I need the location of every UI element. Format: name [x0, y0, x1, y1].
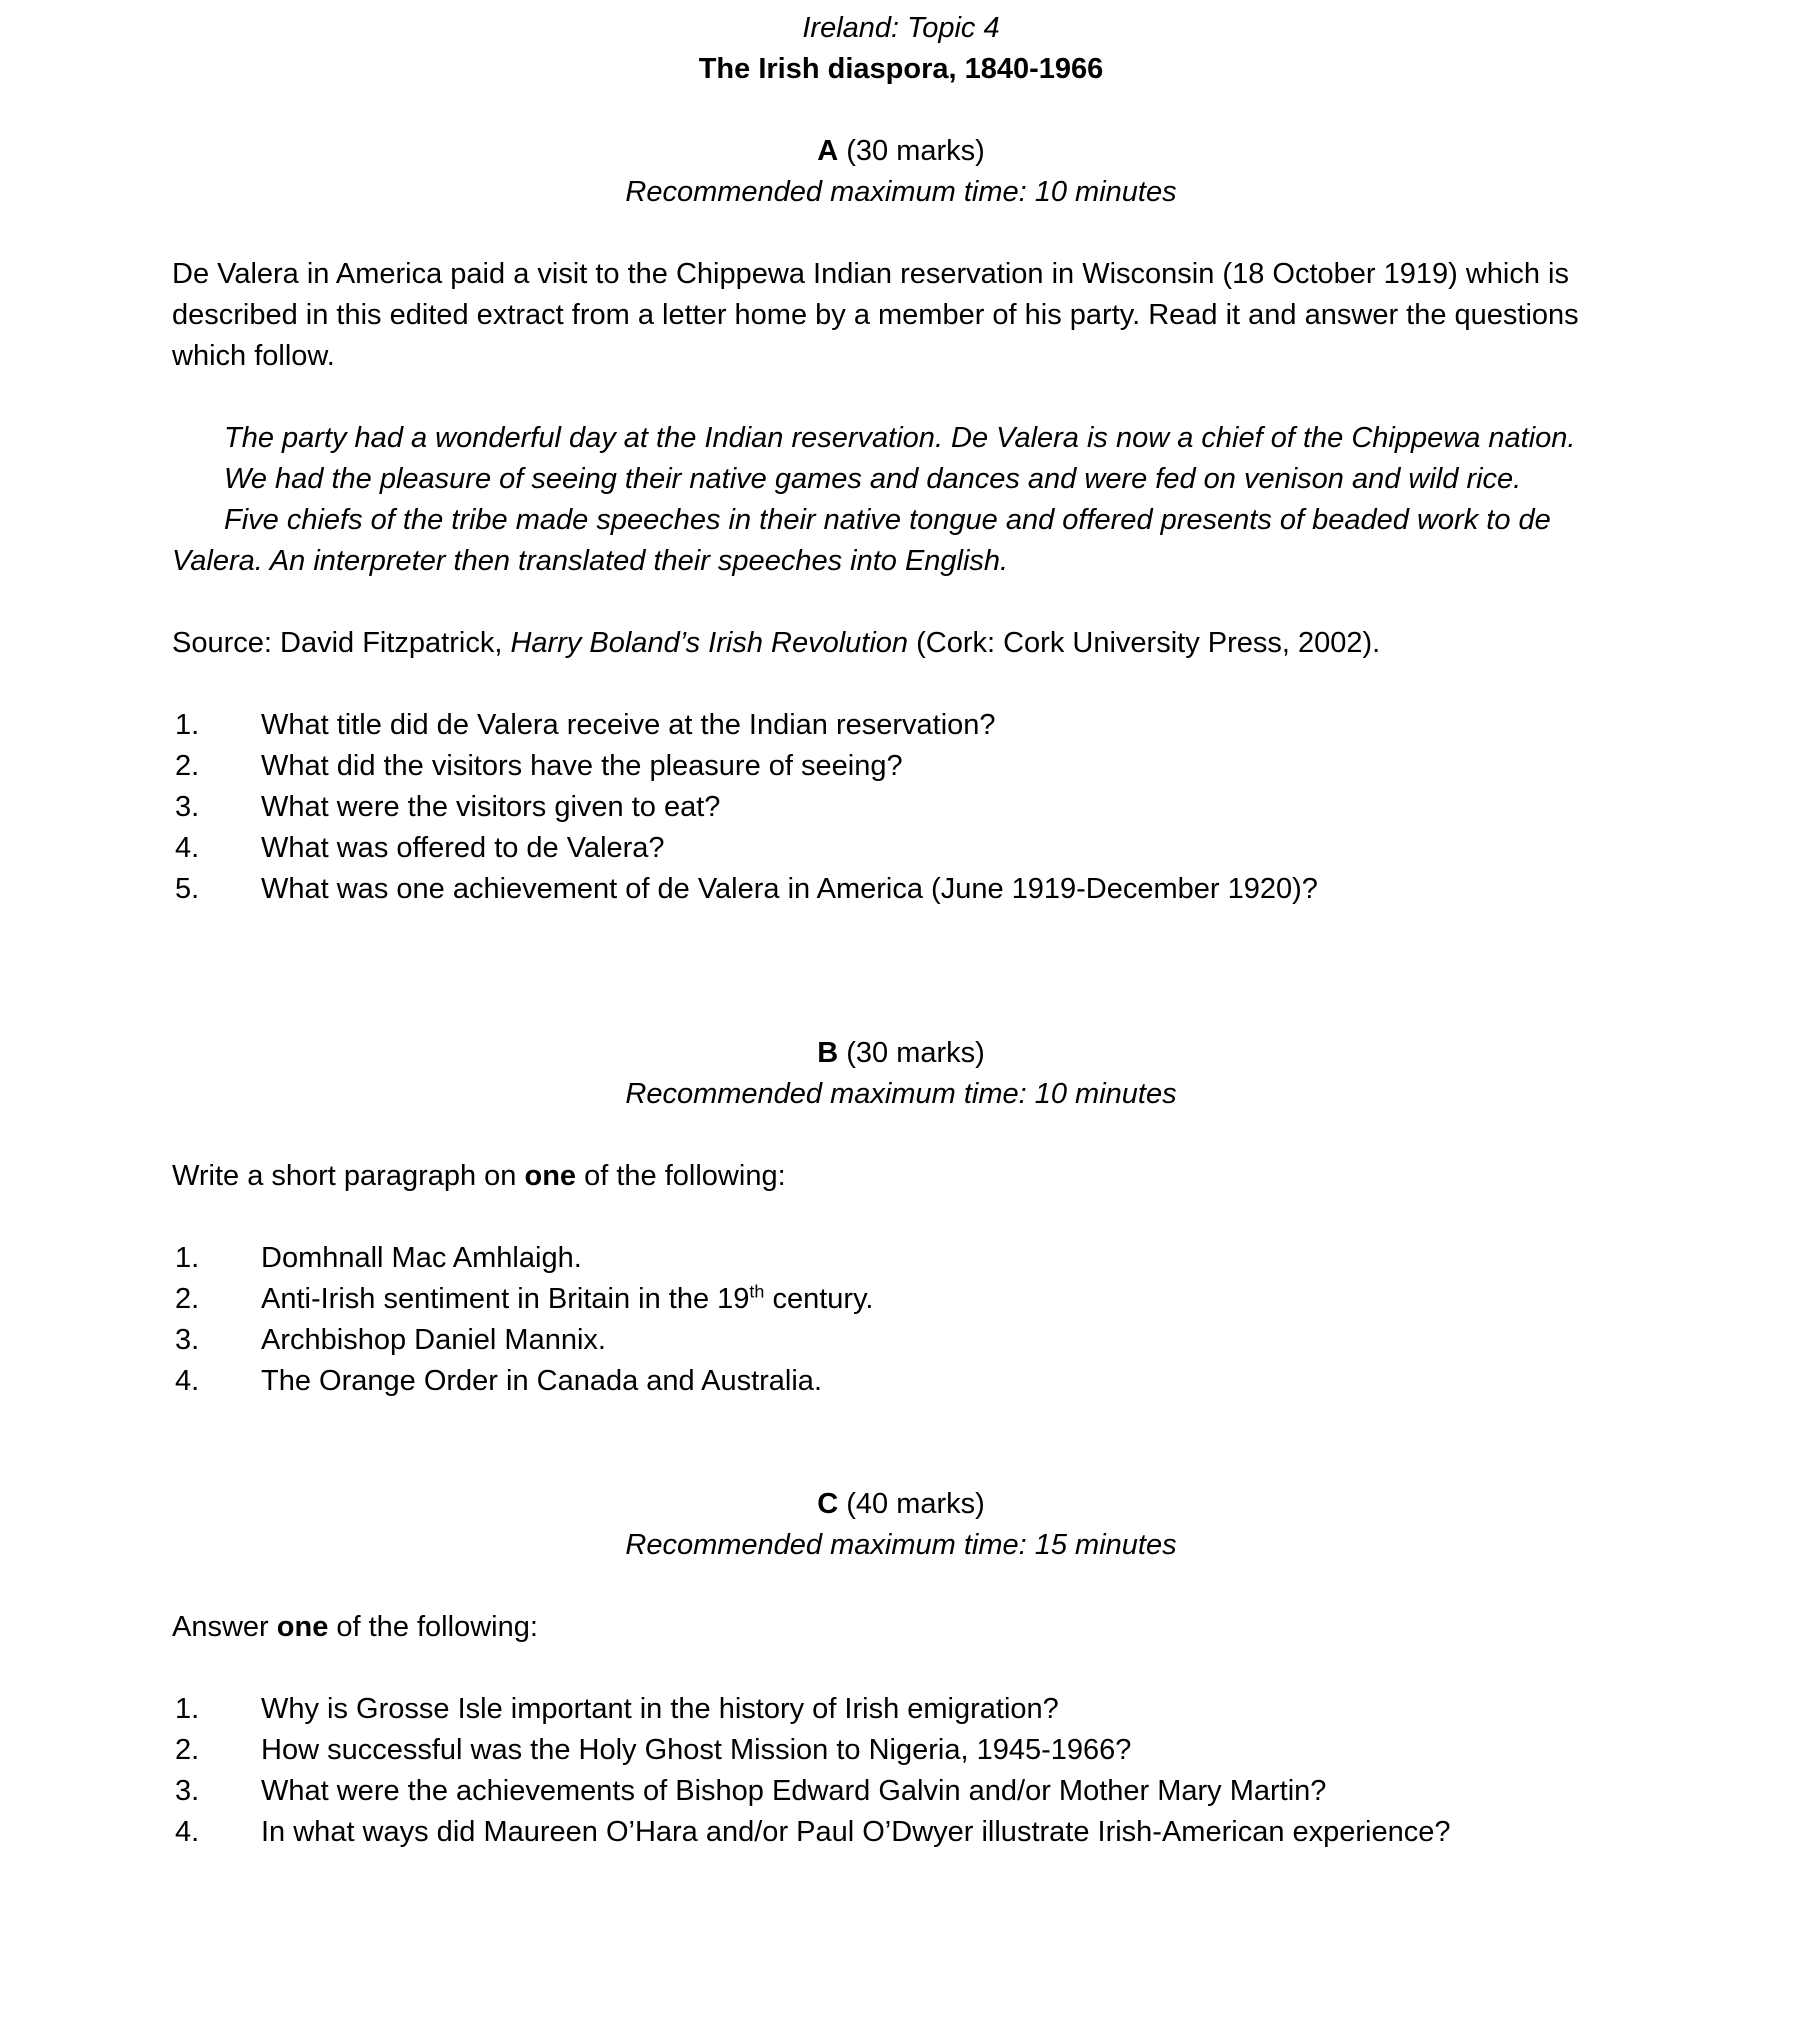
instruction-before: Answer	[172, 1611, 277, 1643]
list-item	[172, 787, 1630, 828]
item-text-after-superscript: century.	[764, 1283, 874, 1315]
item-text	[261, 1279, 1630, 1320]
page-title-topic: Ireland: Topic 4	[802, 12, 1000, 44]
instruction-emphasis: one	[524, 1160, 577, 1192]
spacer	[172, 1197, 1630, 1238]
section-b-question-list	[172, 1238, 1630, 1402]
list-item	[172, 1812, 1630, 1853]
list-item	[172, 1238, 1630, 1279]
item-text: Why is Grosse Isle important in the history of Irish emigration?	[261, 1693, 1059, 1725]
item-text: Archbishop Daniel Mannix.	[261, 1324, 606, 1356]
section-b-heading	[172, 1033, 1630, 1074]
list-item	[172, 746, 1630, 787]
section-a-letter: A	[817, 135, 839, 167]
item-text: How successful was the Holy Ghost Mission to Nigeria, 1945-1966?	[261, 1734, 1132, 1766]
instruction-after: of the following:	[576, 1160, 786, 1192]
item-number: 4.	[175, 1365, 200, 1397]
spacer	[172, 1115, 1630, 1156]
source-citation	[172, 623, 1630, 664]
section-b-instruction	[172, 1156, 1630, 1197]
spacer	[172, 992, 1630, 1033]
spacer	[172, 213, 1630, 254]
section-c-question-list	[172, 1689, 1630, 1853]
item-text: What was one achievement of de Valera in America (June 1919-December 1920)?	[261, 873, 1318, 905]
item-number: 3.	[175, 1324, 200, 1356]
section-b-marks: (30 marks)	[846, 1037, 985, 1069]
list-item	[172, 705, 1630, 746]
list-item	[172, 1361, 1630, 1402]
list-item	[172, 1279, 1630, 1320]
section-a-question-list	[172, 705, 1630, 910]
item-text-before-superscript: Anti-Irish sentiment in Britain in the 19	[261, 1283, 750, 1315]
section-a-marks: (30 marks)	[846, 135, 985, 167]
item-number: 3.	[175, 1775, 200, 1807]
item-number: 5.	[175, 873, 200, 905]
section-a-time: Recommended maximum time: 10 minutes	[625, 176, 1177, 208]
instruction-emphasis: one	[276, 1611, 329, 1643]
section-c-time: Recommended maximum time: 15 minutes	[625, 1529, 1177, 1561]
list-item	[172, 1320, 1630, 1361]
item-number: 1.	[175, 709, 200, 741]
item-number: 1.	[175, 1242, 200, 1274]
source-suffix: (Cork: Cork University Press, 2002).	[908, 627, 1381, 659]
section-b-letter: B	[817, 1037, 839, 1069]
spacer	[172, 90, 1630, 131]
item-text: In what ways did Maureen O’Hara and/or Paul O’Dwyer illustrate Irish-American experience?	[261, 1816, 1451, 1848]
item-text: What title did de Valera receive at the Indian reservation?	[261, 709, 996, 741]
section-c-marks: (40 marks)	[846, 1488, 985, 1520]
section-c-instruction	[172, 1607, 1630, 1648]
ordinal-superscript: th	[749, 1281, 765, 1302]
item-text: What was offered to de Valera?	[261, 832, 665, 864]
spacer	[172, 1402, 1630, 1484]
item-number: 4.	[175, 832, 200, 864]
list-item	[172, 828, 1630, 869]
section-c-letter: C	[817, 1488, 839, 1520]
instruction-after: of the following:	[328, 1611, 538, 1643]
list-item	[172, 1730, 1630, 1771]
item-number: 1.	[175, 1693, 200, 1725]
spacer	[172, 910, 1630, 992]
source-work-title: Harry Boland’s Irish Revolution	[510, 627, 909, 659]
section-a-heading	[172, 131, 1630, 172]
list-item	[172, 869, 1630, 910]
item-text: Domhnall Mac Amhlaigh.	[261, 1242, 582, 1274]
spacer	[172, 582, 1630, 623]
page-title-main: The Irish diaspora, 1840-1966	[698, 53, 1104, 85]
section-c-heading	[172, 1484, 1630, 1525]
spacer	[172, 377, 1630, 418]
item-number: 2.	[175, 1283, 200, 1315]
section-a-intro: De Valera in America paid a visit to the Chippewa Indian reservation in Wisconsin (18 October 1919) which is described in this edited extract from a letter home by a member of his party. Read it and answer the questions which follow.	[172, 258, 1579, 372]
instruction-before: Write a short paragraph on	[172, 1160, 525, 1192]
item-number: 2.	[175, 1734, 200, 1766]
item-text: What were the visitors given to eat?	[261, 791, 721, 823]
item-number: 2.	[175, 750, 200, 782]
item-text: What did the visitors have the pleasure of seeing?	[261, 750, 903, 782]
extract-paragraph-1: The party had a wonderful day at the Indian reservation. De Valera is now a chief of the Chippewa nation.	[224, 422, 1576, 454]
spacer	[172, 664, 1630, 705]
extract-paragraph-3: Five chiefs of the tribe made speeches in their native tongue and offered presents of beaded work to de Valera. An interpreter then translated their speeches into English.	[172, 504, 1551, 577]
item-number: 3.	[175, 791, 200, 823]
item-text: What were the achievements of Bishop Edward Galvin and/or Mother Mary Martin?	[261, 1775, 1327, 1807]
extract-paragraph-2: We had the pleasure of seeing their native games and dances and were fed on venison and wild rice.	[224, 463, 1522, 495]
section-b-time: Recommended maximum time: 10 minutes	[625, 1078, 1177, 1110]
list-item	[172, 1771, 1630, 1812]
spacer	[172, 1566, 1630, 1607]
item-text: The Orange Order in Canada and Australia.	[261, 1365, 822, 1397]
list-item	[172, 1689, 1630, 1730]
source-prefix: Source: David Fitzpatrick,	[172, 627, 511, 659]
item-number: 4.	[175, 1816, 200, 1848]
spacer	[172, 1648, 1630, 1689]
